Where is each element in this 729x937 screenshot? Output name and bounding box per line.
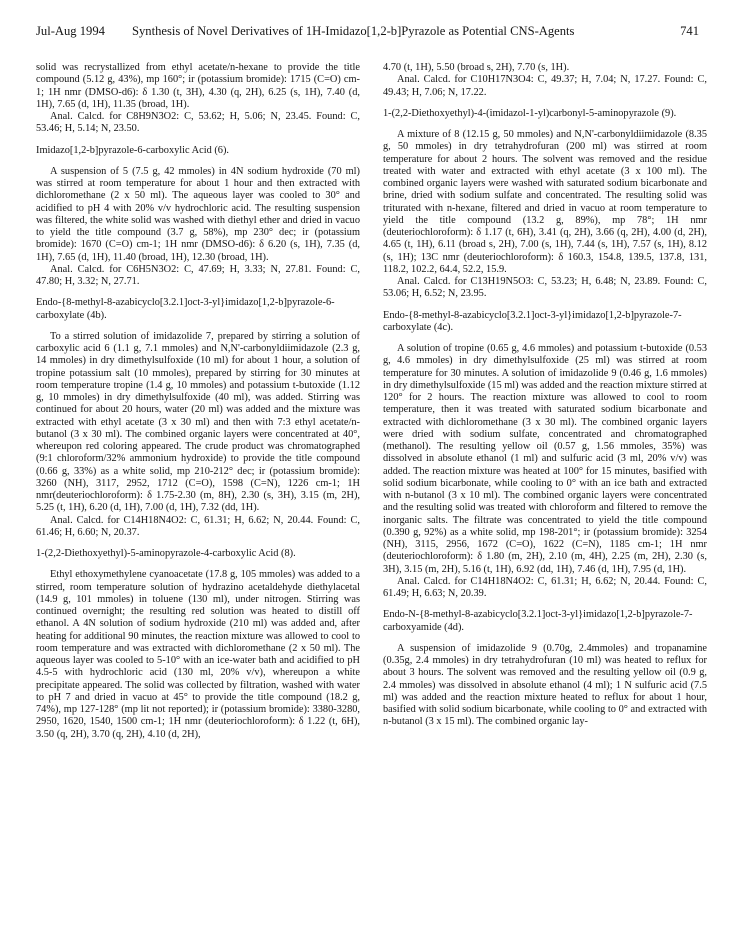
- analysis-paragraph: Anal. Calcd. for C6H5N3O2: C, 47.69; H, 3.33; N, 27.81. Found: C, 47.80; H, 3.32; N, 27.71.: [36, 263, 360, 287]
- issue-date: Jul-Aug 1994: [36, 24, 105, 38]
- analysis-paragraph: Anal. Calcd. for C14H18N4O2: C, 61.31; H, 6.62; N, 20.44. Found: C, 61.49; H, 6.63; N, 20.39.: [383, 575, 707, 599]
- paragraph: A mixture of 8 (12.15 g, 50 mmoles) and N,N'-carbonyldiimidazole (8.35 g, 50 mmoles) in dry tetrahydrofuran (200 ml) was stirred at room temperature for about 2 hours. The solvent was removed and the residue treated with water and extracted with ethyl acetate (3 x 100 ml). The combined organic layers were washed with saturated sodium bicarbonate and brine, dried with sodium sulfate and concentrated. The resulting solid was triturated with n-hexane, filtered and dried in vacuo at room temperature to yield the title compound (13.2 g, 89%), mp 78°; 1H nmr (deuteriochloroform): δ 1.17 (t, 6H), 3.41 (q, 2H), 3.66 (q, 2H), 4.00 (d, 2H), 4.65 (t, 1H), 6.11 (broad s, 2H), 7.00 (s, 1H), 7.44 (s, 1H), 7.57 (s, 1H), 8.12 (s, 1H); 13C nmr (deuteriochloroform): δ 160.3, 154.8, 139.5, 137.8, 131, 118.2, 102.2, 64.4, 52.2, 15.9.: [383, 129, 707, 275]
- paragraph: To a stirred solution of imidazolide 7, prepared by stirring a solution of carboxylic acid 6 (1.1 g, 7.1 mmoles) and N,N'-carbonyldiimidazole (2.3 g, 14 mmoles) in dry dimethylsulfoxide (10 ml) for about 1 hour, a solution of tropine potassium salt (10 mmoles), prepared by stirring for 30 minutes at room temperature tropine (1.4 g, 10 mmoles) and potassium t-butoxide (1.12 g, 10 mmoles) in dry dimethylsulfoxide (40 ml), was added. Stirring was continued for about 20 hours, water (20 ml) was added and the mixture was extracted with ethyl acetate (3 x 30 ml) and then with 7:3 ethyl acetate/n-butanol (3 x 30 ml). The combined organic layers were concentrated at 40°, whereupon red coloring appeared. The crude product was chromatographed (9:1 chloroform/32% ammonium hydroxide) to provide the title compound (0.66 g, 33%) as a white solid, mp 210-212° dec; ir (potassium bromide): 3260 (NH), 3117, 2952, 1712 (C=O), 1598 (C=N), 1226 cm-1; 1H nmr(deuteriochloroform): δ 1.75-2.30 (m, 8H), 2.30 (s, 3H), 3.15 (m, 2H), 5.25 (t, 1H), 6.20 (d, 1H), 7.00 (d, 1H), 7.32 (dd, 1H).: [36, 330, 360, 514]
- section-heading: 1-(2,2-Diethoxyethyl)-4-(imidazol-1-yl)carbonyl-5-aminopyrazole (9).: [383, 107, 677, 119]
- analysis-paragraph: Anal. Calcd. for C10H17N3O4: C, 49.37; H, 7.04; N, 17.27. Found: C, 49.43; H, 7.06; N, 17.22.: [383, 74, 707, 98]
- analysis-paragraph: Anal. Calcd. for C13H19N5O3: C, 53.23; H, 6.48; N, 23.89. Found: C, 53.06; H, 6.52; N, 23.95.: [383, 276, 707, 300]
- paragraph: Ethyl ethoxymethylene cyanoacetate (17.8 g, 105 mmoles) was added to a stirred, room temperature solution of hydrazino acetaldehyde diethylacetal (14.9 g, 101 mmoles) in toluene (130 ml), under nitrogen. Stirring was continued overnight; the resulting red solution was heated to distill off ethanol. A 4N solution of sodium hydroxide (210 ml) was added and, after heating for additional 90 minutes, the reaction mixture was allowed to cool to room temperature and was extracted with dichloromethane (2 x 50 ml). The aqueous layer was cooled to 5-10° with an ice-water bath and acidified to pH 4.5-5 with hydrochloric acid (130 ml, 20% v/v), whereupon a white precipitate appeared. The solid was collected by filtration, washed with water to pH 7 and dried in vacuo at 45° to provide the title compound (18.2 g, 74%), mp 127-128° (mp lit not reported); ir (potassium bromide): 3380-3280, 2950, 1620, 1540, 1500 cm-1; 1H nmr (deuteriochloroform): δ 1.22 (t, 6H), 3.50 (q, 2H), 3.70 (q, 2H), 4.10 (d, 2H),: [36, 569, 360, 740]
- running-head: [36, 22, 699, 40]
- left-column: [36, 62, 360, 741]
- running-title: Synthesis of Novel Derivatives of 1H-Imidazo[1,2-b]Pyrazole as Potential CNS-Agents: [132, 24, 575, 38]
- analysis-paragraph: Anal. Calcd. for C14H18N4O2: C, 61.31; H, 6.62; N, 20.44. Found: C, 61.46; H, 6.60; N, 20.37.: [36, 514, 360, 538]
- section-heading: Endo-{8-methyl-8-azabicyclo[3.2.1]oct-3-yl}imidazo[1,2-b]pyrazole-7-carboxylate (4c).: [383, 309, 682, 333]
- paragraph: A suspension of imidazolide 9 (0.70g, 2.4mmoles) and tropanamine (0.35g, 2.4 mmoles) in dry tetrahydrofuran (10 ml) was heated to reflux for about 3 hours. The solvent was removed and the resulting yellow oil (0.9 g, 2.4 mmoles) was dissolved in absolute ethanol (4 ml); 1 N sulfuric acid (7.5 ml) was added and the reaction mixture heated to reflux for about 1 hour, basified with solid sodium bicarbonate, while cooling to 0° and extracted with n-butanol (3 x 15 ml). The combined organic lay-: [383, 642, 707, 728]
- right-column: [383, 62, 707, 729]
- paragraph: A solution of tropine (0.65 g, 4.6 mmoles) and potassium t-butoxide (0.53 g, 4.6 mmoles) in dry dimethylsulfoxide (25 ml) was stirred at room temperature for 30 minutes. A solution of imidazolide 9 (0.46 g, 1.6 mmoles) in dry dimethylsulfoxide (15 ml) was added and the reaction mixture stirred at 120° for 2 hours. The reaction mixture was allowed to cool to room temperature, then it was treated with saturated sodium bicarbonate and extracted with dichloromethane (3 x 30 ml). The combined organic layers were dried with sodium sulfate, concentrated and chromatographed (methanol). The resulting yellow oil (0.57 g, 1.56 mmoles, 35%) was dissolved in absolute ethanol (1 ml) and sulfuric acid (3 ml, 20% v/v) was added. The reaction mixture was heated at 100° for 15 minutes, basified with solid sodium bicarbonate, while cooling to 0° with an ice bath and extracted with n-butanol (3 x 10 ml). The combined organic layers were concentrated and the resulting solid was treated with chloroform and filtered to remove the inorganic salts. The filtrate was concentrated to yield the title compound (0.390 g, 92%) as a white solid, mp 198-201°; ir (potassium bromide): 3254 (NH), 3115, 2956, 1672 (C=O), 1622 (C=N), 1185 cm-1; 1H nmr (deuteriochloroform): δ 1.80 (m, 2H), 2.10 (m, 4H), 2.25 (m, 2H), 2.30 (s, 3H), 3.15 (m, 2H), 5.16 (t, 1H), 6.92 (dd, 1H), 7.46 (d, 1H), 7.95 (d, 1H).: [383, 343, 708, 575]
- section-heading: Endo-{8-methyl-8-azabicyclo[3.2.1]oct-3-yl}imidazo[1,2-b]pyrazole-6-carboxylate (4b).: [36, 297, 335, 321]
- analysis-paragraph: Anal. Calcd. for C8H9N3O2: C, 53.62; H, 5.06; N, 23.45. Found: C, 53.46; H, 5.14; N, 23.50.: [36, 111, 360, 135]
- section-heading: 1-(2,2-Diethoxyethyl)-5-aminopyrazole-4-carboxylic Acid (8).: [36, 548, 296, 559]
- paragraph: A suspension of 5 (7.5 g, 42 mmoles) in 4N sodium hydroxide (70 ml) was stirred at room temperature for about 1 hour and then extracted with dichloromethane (2 x 50 ml). The aqueous layer was cooled to 30° and acidified to pH 4 with 20% v/v hydrochloric acid. The resulting suspension was filtered, the white solid was washed with diethyl ether and dried in vacuo to yield the title compound (3.7 g, 58%), mp 230° dec; ir (potassium bromide): 1670 (C=O) cm-1; 1H nmr (DMSO-d6): δ 6.20 (s, 1H), 7.35 (d, 1H), 7.65 (d, 1H), 11.40 (broad, 1H), 12.30 (broad, 1H).: [36, 165, 360, 263]
- section-heading: Endo-N-{8-methyl-8-azabicyclo[3.2.1]oct-3-yl}imidazo[1,2-b]pyrazole-7-carboxyamide (4d).: [383, 609, 693, 633]
- page-number: 741: [680, 24, 699, 38]
- paragraph: 4.70 (t, 1H), 5.50 (broad s, 2H), 7.70 (s, 1H).: [383, 62, 570, 73]
- paragraph: solid was recrystallized from ethyl acetate/n-hexane to provide the title compound (5.12 g, 43%), mp 160°; ir (potassium bromide): 1715 (C=O) cm-1; 1H nmr (DMSO-d6): δ 1.30 (t, 3H), 4.30 (q, 2H), 6.25 (s, 1H), 7.40 (d, 1H), 7.65 (d, 1H), 11.35 (broad, 1H).: [36, 62, 360, 110]
- section-heading: Imidazo[1,2-b]pyrazole-6-carboxylic Acid (6).: [36, 144, 230, 156]
